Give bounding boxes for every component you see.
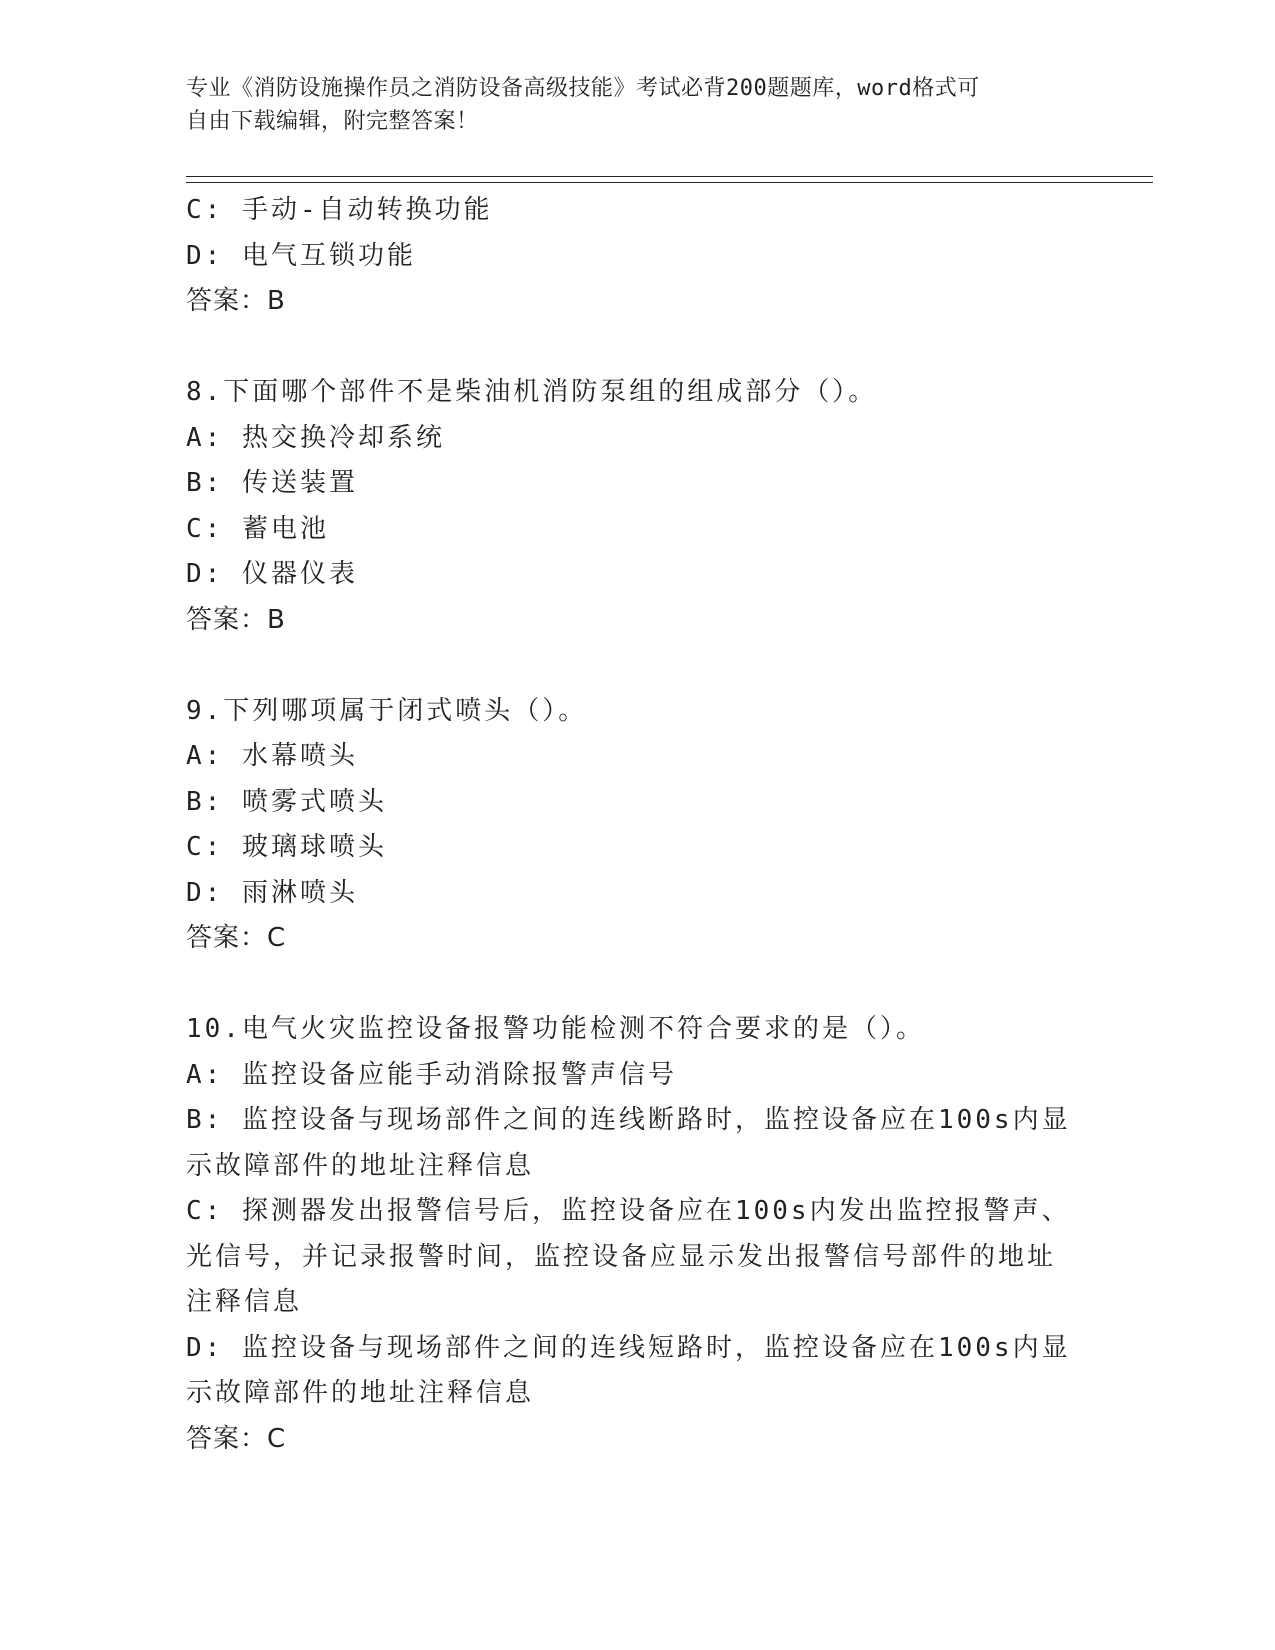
option-a: A: 热交换冷却系统: [186, 422, 445, 453]
option-c-line-3: 注释信息: [186, 1287, 303, 1317]
question-8: [186, 370, 1086, 643]
question-text: 9.下列哪项属于闭式喷头（）。: [186, 695, 588, 726]
question-text: 8.下面哪个部件不是柴油机消防泵组的组成部分（）。: [186, 377, 878, 407]
option-b-line-1: B: 监控设备与现场部件之间的连线断路时，监控设备应在100s内显: [186, 1105, 1071, 1135]
option-a: A: 监控设备应能手动消除报警声信号: [186, 1059, 677, 1090]
option-c-line-1: C: 探测器发出报警信号后，监控设备应在100s内发出监控报警声、: [186, 1196, 1071, 1226]
header-rule-bottom: [186, 182, 1153, 183]
spacer: [186, 643, 1086, 689]
option-b: B: 传送装置: [186, 468, 358, 498]
header-line-1: 专业《消防设施操作员之消防设备高级技能》考试必背200题题库，word格式可: [186, 76, 980, 101]
answer: 答案：B: [186, 286, 286, 316]
option-a: A: 水幕喷头: [186, 741, 358, 771]
option-d: D: 雨淋喷头: [186, 877, 358, 908]
option-c: C: 玻璃球喷头: [186, 832, 387, 862]
option-c-line-2: 光信号，并记录报警时间，监控设备应显示发出报警信号部件的地址: [186, 1241, 1057, 1272]
spacer: [186, 325, 1086, 371]
option-d: D: 仪器仪表: [186, 559, 358, 589]
previous-question-tail: [186, 188, 1086, 325]
question-content: [186, 188, 1086, 1462]
option-d-line-1: D: 监控设备与现场部件之间的连线短路时，监控设备应在100s内显: [186, 1332, 1071, 1363]
question-10: [186, 1007, 1086, 1462]
header-line-2: 自由下载编辑，附完整答案！: [186, 109, 479, 134]
answer: 答案：B: [186, 604, 286, 635]
question-9: [186, 689, 1086, 962]
answer: 答案：C: [186, 923, 287, 953]
question-text: 10.电气火灾监控设备报警功能检测不符合要求的是（）。: [186, 1014, 925, 1044]
header-rule-top: [186, 176, 1153, 177]
option-d-line-2: 示故障部件的地址注释信息: [186, 1378, 535, 1408]
spacer: [186, 962, 1086, 1008]
answer: 答案：C: [186, 1423, 287, 1454]
option-b: B: 喷雾式喷头: [186, 786, 387, 817]
document-header: [186, 72, 1066, 138]
option-c: C: 蓄电池: [186, 513, 329, 544]
option-c: C: 手动-自动转换功能: [186, 195, 493, 225]
option-b-line-2: 示故障部件的地址注释信息: [186, 1150, 535, 1181]
option-d: D: 电气互锁功能: [186, 240, 416, 271]
